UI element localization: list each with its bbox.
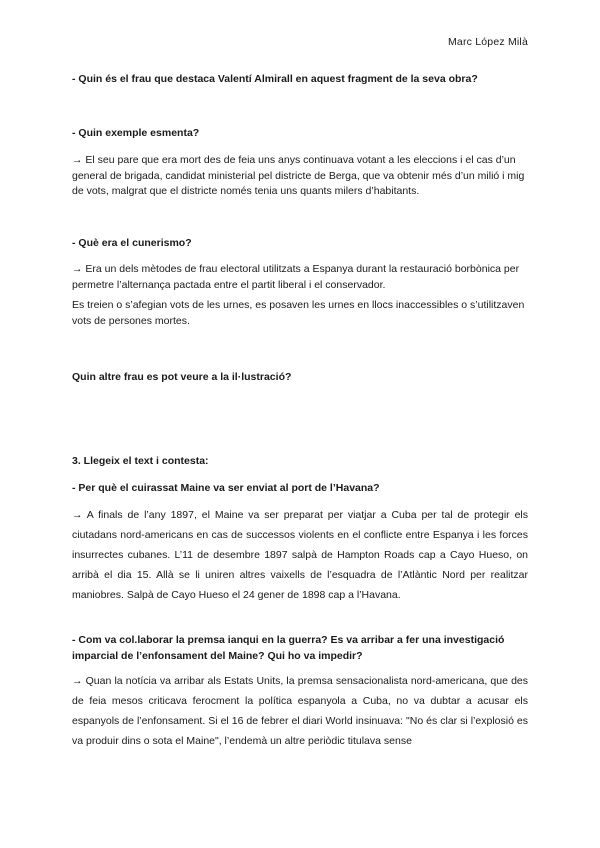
answer-cunerismo-2: Es treien o s’afegian vots de les urnes, es posaven les urnes en llocs inaccessibles o s’utilitzaven vots de persones mortes. xyxy=(72,299,525,327)
section-3-title: 3. Llegeix el text i contesta: xyxy=(72,455,209,467)
answer-maine: → A finals de l’any 1897, el Maine va ser preparat per viatjar a Cuba per tal de protegir els ciutadans nord-americans en cas de successos violents en el conflicte entre Espanya i les forces insurrectes cubanes. L’11 de desembre 1897 salpà de Hampton Roads cap a Cayo Hueso, on arribà el dia 15. Allà se li uniren altres vaixells de l’esquadra de l’Atlàntic Nord per realitzar maniobres. Salpà de Cayo Hueso el 24 gener de 1898 cap a l’Havana. xyxy=(72,509,528,601)
answer-press: → Quan la notícia va arribar als Estats Units, la premsa sensacionalista nord-americana, que des de feia mesos criticava ferocment la política espanyola a Cuba, no va dubtar a acusar els espanyols de l’enfonsament. Si el 16 de febrer el diari World insinuava: "No és clar si l’explosió es va produir dins o sota el Maine", l’endemà un altre periòdic titulava sense xyxy=(72,675,528,747)
question-illustration: Quin altre frau es pot veure a la il·lustració? xyxy=(72,371,292,383)
question-maine: - Per què el cuirassat Maine va ser enviat al port de l’Havana? xyxy=(72,482,380,494)
answer-cunerismo-1: → Era un dels mètodes de frau electoral utilitzats a Espanya durant la restauració borbònica per permetre l’alternança pactada entre el partit liberal i el conservador. xyxy=(72,263,520,291)
question-fraud: - Quin és el frau que destaca Valentí Almirall en aquest fragment de la seva obra? xyxy=(72,73,478,85)
question-example: - Quin exemple esmenta? xyxy=(72,127,200,139)
author-name: Marc López Milà xyxy=(447,36,528,48)
answer-example: → El seu pare que era mort des de feia uns anys continuava votant a les eleccions i el cas d’un general de brigada, candidat ministerial pel districte de Berga, que va obtenir més d’un milió i mig de vots, malgrat que el districte només tenia uns quants milers d’habitants. xyxy=(72,154,525,198)
question-cunerismo: - Què era el cunerismo? xyxy=(72,237,192,249)
question-press: - Com va col.laborar la premsa ianqui en la guerra? Es va arribar a fer una investigació imparcial de l’enfonsament del Maine? Qui ho va impedir? xyxy=(72,634,505,662)
